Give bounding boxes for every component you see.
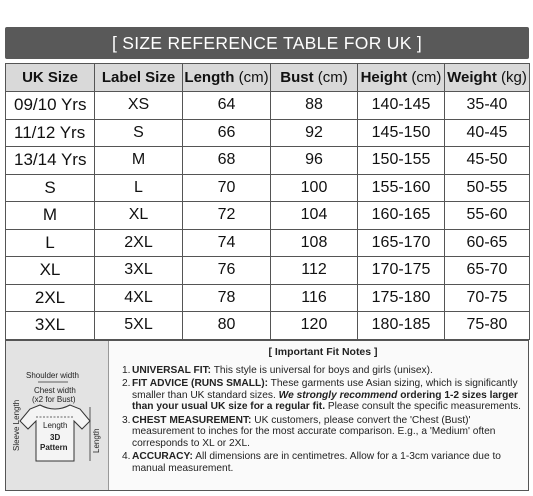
- cell-bust: 100: [271, 174, 358, 202]
- table-row: [6, 202, 530, 230]
- note-text: FIT ADVICE (RUNS SMALL): These garments use Asian sizing, which is significantly smaller than UK standard sizes. We strongly recommend ordering 1-2 sizes larger than your usual UK size for a regular fit. Please consult the specific measurements.: [132, 378, 521, 412]
- cell-label-size: 3XL: [95, 257, 183, 285]
- cell-height: 165-170: [358, 229, 445, 257]
- fit-note-1: [122, 365, 524, 377]
- cell-uk-size: S: [6, 174, 95, 202]
- cell-height: 145-150: [358, 119, 445, 147]
- cell-height: 160-165: [358, 202, 445, 230]
- table-title-banner: [ SIZE REFERENCE TABLE FOR UK ]: [5, 27, 529, 59]
- fit-note-2: [122, 378, 524, 413]
- cell-length: 78: [183, 284, 271, 312]
- cell-bust: 96: [271, 147, 358, 175]
- cell-length: 72: [183, 202, 271, 230]
- size-table: [5, 63, 530, 340]
- cell-label-size: L: [95, 174, 183, 202]
- cell-bust: 88: [271, 92, 358, 120]
- cell-length: 74: [183, 229, 271, 257]
- table-header-row: [6, 64, 530, 92]
- pattern-label: Pattern: [40, 443, 68, 452]
- cell-length: 66: [183, 119, 271, 147]
- shoulder-width-label: Shoulder width: [26, 371, 79, 380]
- fit-notes-panel: [5, 340, 529, 491]
- header-uk-size: UK Size: [6, 64, 95, 92]
- cell-height: 155-160: [358, 174, 445, 202]
- note-text: ACCURACY: All dimensions are in centimetres. Allow for a 1-3cm variance due to manual measurement.: [132, 451, 501, 474]
- cell-uk-size: XL: [6, 257, 95, 285]
- table-row: [6, 257, 530, 285]
- side-length-label: Length: [92, 428, 101, 453]
- cell-length: 80: [183, 312, 271, 340]
- fit-notes: [122, 347, 524, 476]
- cell-bust: 120: [271, 312, 358, 340]
- cell-label-size: XS: [95, 92, 183, 120]
- note-number: 3.: [122, 414, 131, 426]
- chest-width-label: Chest width: [34, 386, 76, 395]
- cell-height: 175-180: [358, 284, 445, 312]
- cell-label-size: 4XL: [95, 284, 183, 312]
- fit-notes-title: [ Important Fit Notes ]: [268, 346, 378, 358]
- note-number: 2.: [122, 378, 131, 389]
- cell-weight: 70-75: [445, 284, 530, 312]
- cell-height: 180-185: [358, 312, 445, 340]
- cell-length: 68: [183, 147, 271, 175]
- cell-weight: 55-60: [445, 202, 530, 230]
- cell-uk-size: M: [6, 202, 95, 230]
- cell-length: 76: [183, 257, 271, 285]
- table-row: [6, 92, 530, 120]
- measurement-diagram: [6, 341, 109, 490]
- cell-uk-size: 09/10 Yrs: [6, 92, 95, 120]
- pattern-3d-label: 3D: [50, 433, 61, 442]
- header-weight: Weight (kg): [445, 64, 530, 92]
- cell-weight: 60-65: [445, 229, 530, 257]
- cell-weight: 65-70: [445, 257, 530, 285]
- table-row: [6, 284, 530, 312]
- cell-weight: 35-40: [445, 92, 530, 120]
- header-length: Length (cm): [183, 64, 271, 92]
- cell-height: 170-175: [358, 257, 445, 285]
- chest-bust-label: (x2 for Bust): [32, 395, 76, 404]
- header-label-size: Label Size: [95, 64, 183, 92]
- note-text: CHEST MEASUREMENT: UK customers, please convert the 'Chest (Bust)' measurement to inches for the most accurate comparison. E.g., a 'Medium' often corresponds to XL or 2XL.: [132, 414, 496, 449]
- cell-weight: 45-50: [445, 147, 530, 175]
- cell-label-size: M: [95, 147, 183, 175]
- cell-uk-size: 3XL: [6, 312, 95, 340]
- header-height: Height (cm): [358, 64, 445, 92]
- cell-length: 64: [183, 92, 271, 120]
- table-row: [6, 147, 530, 175]
- cell-length: 70: [183, 174, 271, 202]
- cell-weight: 75-80: [445, 312, 530, 340]
- cell-height: 150-155: [358, 147, 445, 175]
- cell-uk-size: 13/14 Yrs: [6, 147, 95, 175]
- cell-label-size: XL: [95, 202, 183, 230]
- cell-bust: 112: [271, 257, 358, 285]
- cell-label-size: 5XL: [95, 312, 183, 340]
- cell-label-size: 2XL: [95, 229, 183, 257]
- cell-height: 140-145: [358, 92, 445, 120]
- cell-weight: 40-45: [445, 119, 530, 147]
- fit-note-3: [122, 415, 524, 450]
- cell-weight: 50-55: [445, 174, 530, 202]
- cell-bust: 104: [271, 202, 358, 230]
- cell-bust: 108: [271, 229, 358, 257]
- inner-length-label: Length: [43, 421, 68, 430]
- note-number: 1.: [122, 364, 131, 376]
- cell-bust: 92: [271, 119, 358, 147]
- table-row: [6, 119, 530, 147]
- cell-uk-size: 11/12 Yrs: [6, 119, 95, 147]
- cell-uk-size: L: [6, 229, 95, 257]
- table-row: [6, 312, 530, 340]
- header-bust: Bust (cm): [271, 64, 358, 92]
- tshirt-diagram: [6, 341, 109, 490]
- sleeve-length-label: Sleeve Length: [12, 399, 21, 451]
- note-text: UNIVERSAL FIT: This style is universal for boys and girls (unisex).: [132, 364, 433, 376]
- cell-label-size: S: [95, 119, 183, 147]
- table-row: [6, 229, 530, 257]
- cell-bust: 116: [271, 284, 358, 312]
- table-row: [6, 174, 530, 202]
- cell-uk-size: 2XL: [6, 284, 95, 312]
- fit-note-4: [122, 451, 524, 474]
- note-number: 4.: [122, 451, 131, 462]
